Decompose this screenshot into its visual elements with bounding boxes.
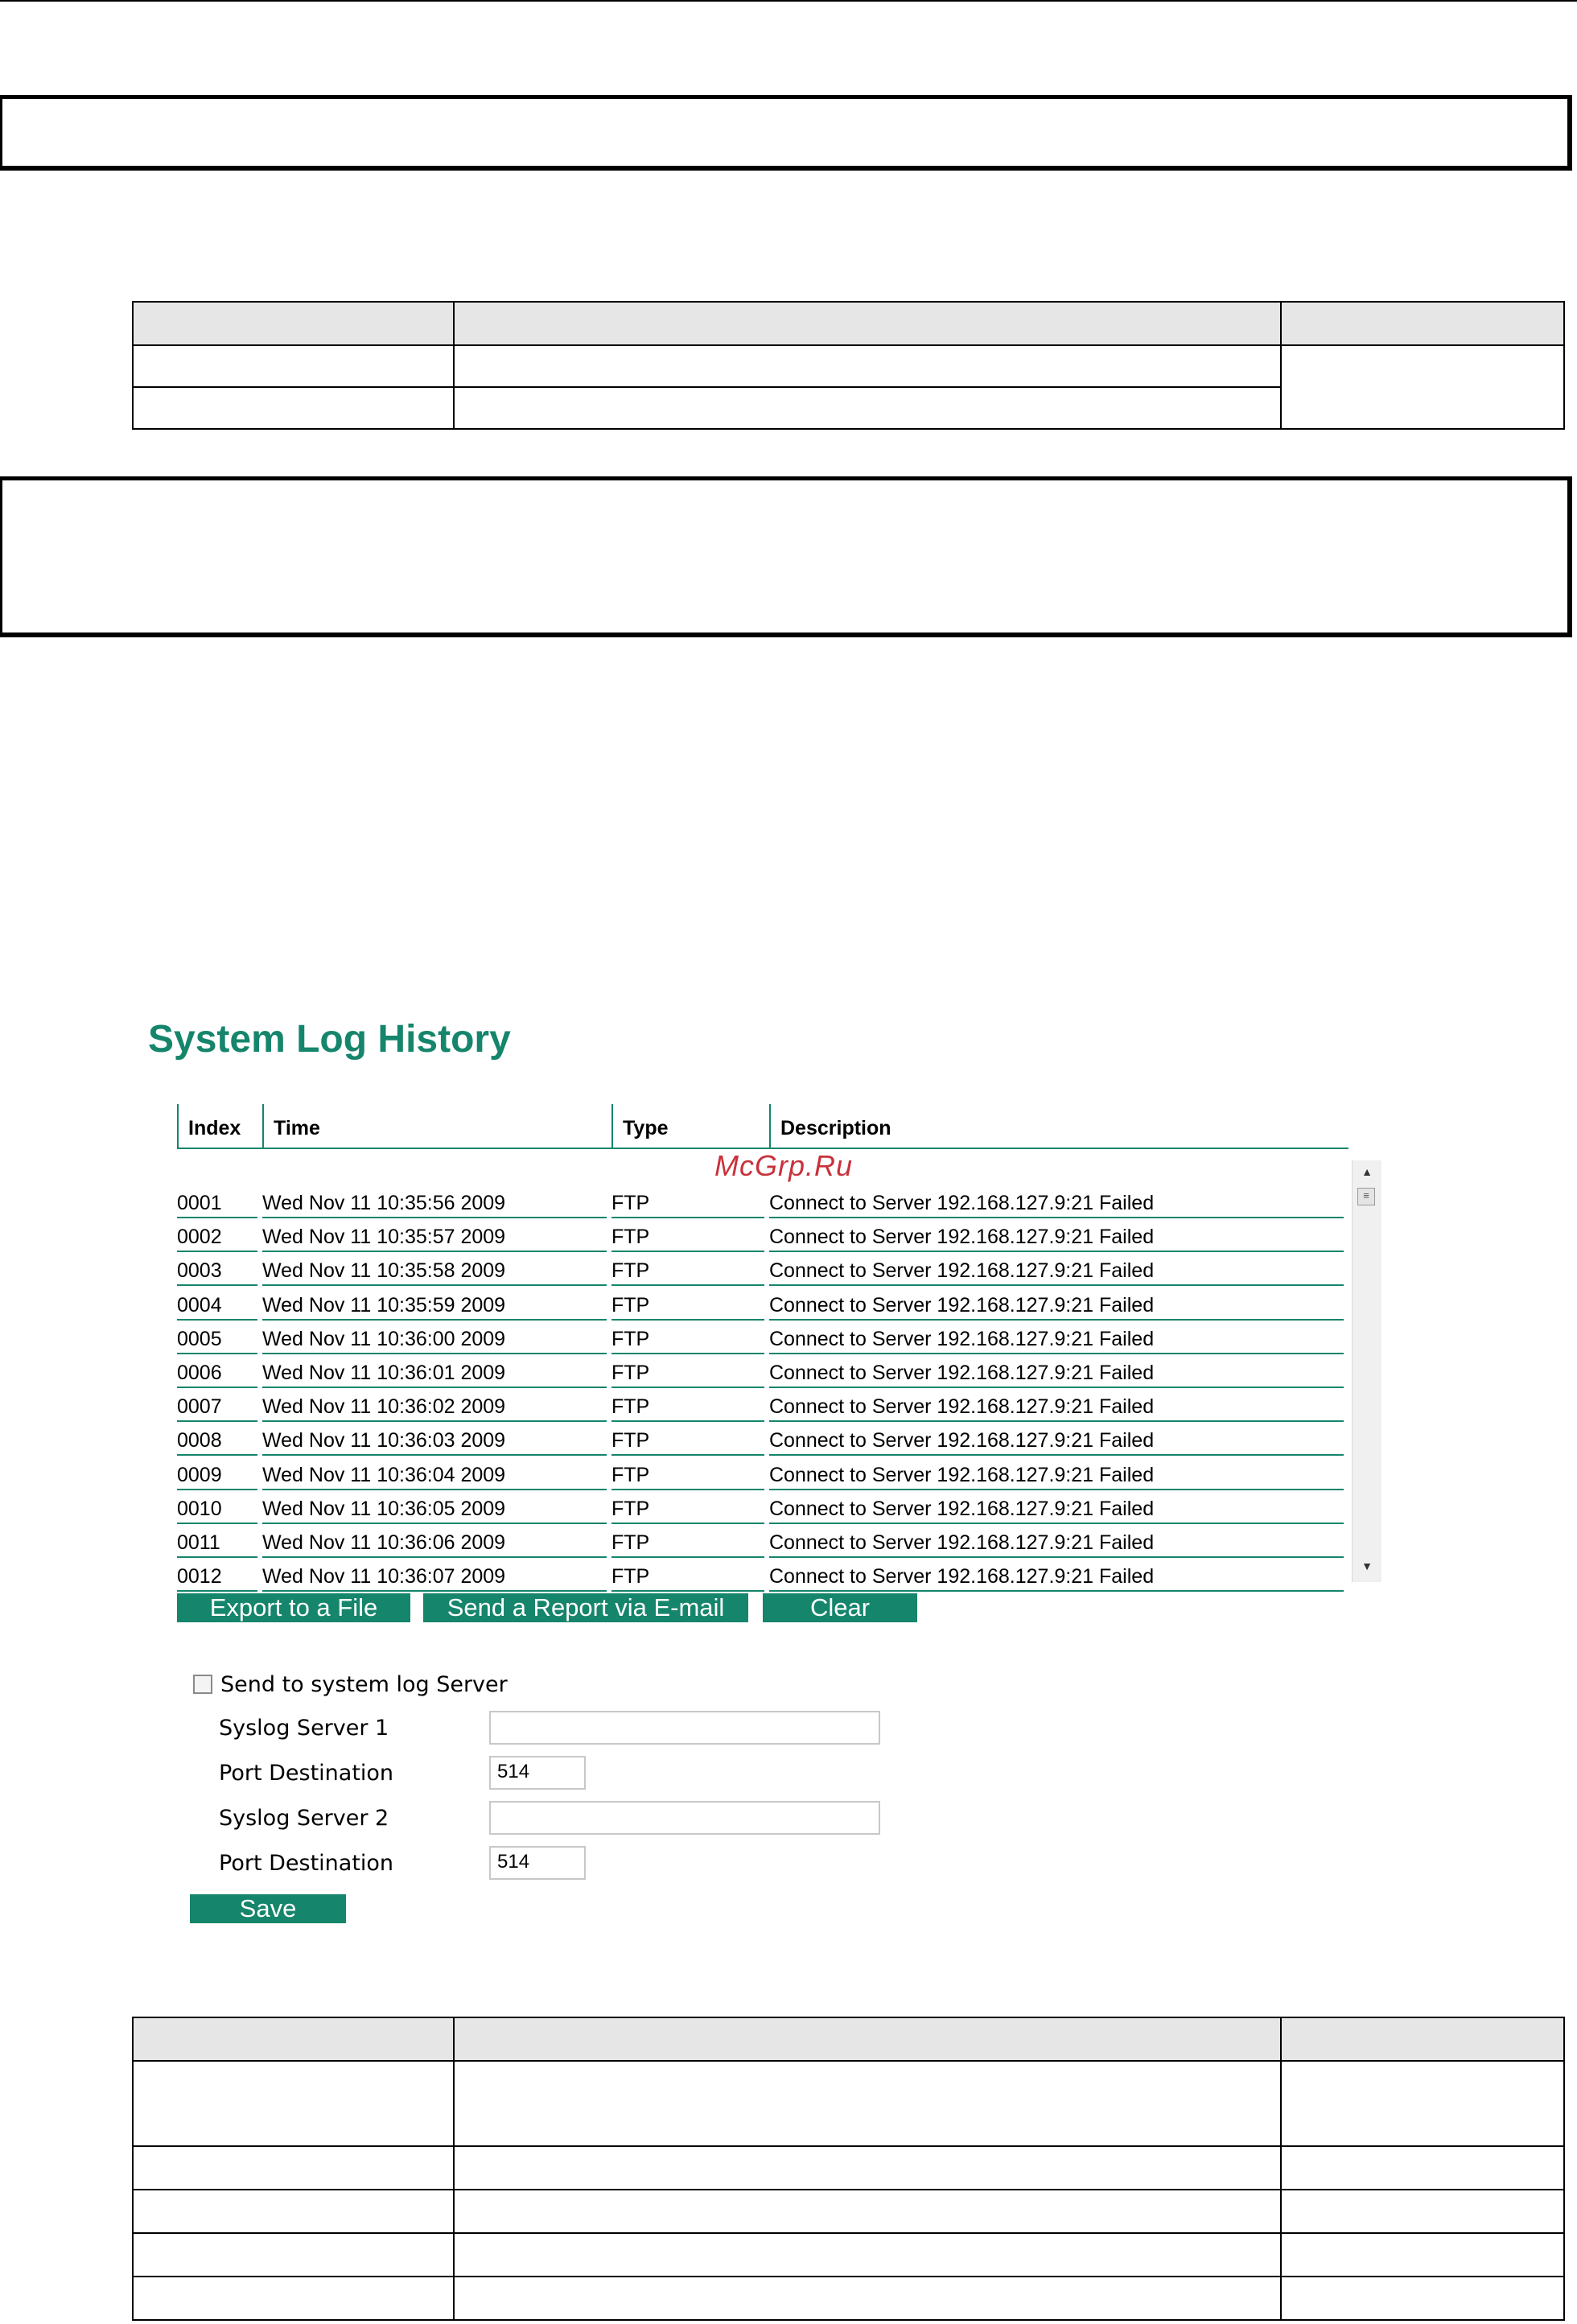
clear-button[interactable]: Clear [763, 1593, 917, 1622]
log-cell-type: FTP [611, 1492, 764, 1524]
syslog-server-2-input[interactable] [489, 1801, 880, 1835]
scroll-up-icon[interactable]: ▲ [1361, 1165, 1373, 1178]
doc-table-bottom-cell [133, 2277, 454, 2320]
note-box-top [0, 95, 1572, 171]
log-cell-index: 0010 [177, 1492, 257, 1524]
doc-table-top-cell [133, 345, 454, 387]
log-cell-description: Connect to Server 192.168.127.9:21 Failed [769, 1390, 1344, 1422]
log-cell-time: Wed Nov 11 10:36:06 2009 [262, 1526, 607, 1558]
port-destination-2-label: Port Destination [219, 1851, 394, 1876]
column-header-type: Type [611, 1104, 769, 1149]
log-cell-index: 0012 [177, 1560, 257, 1592]
doc-table-bottom-cell [133, 2233, 454, 2277]
log-cell-type: FTP [611, 1186, 764, 1218]
log-row[interactable] [177, 1220, 1348, 1254]
log-cell-index: 0008 [177, 1424, 257, 1456]
log-row[interactable] [177, 1254, 1348, 1288]
syslog-server-1-input[interactable] [489, 1711, 880, 1745]
watermark: McGrp.Ru [714, 1149, 854, 1182]
log-cell-description: Connect to Server 192.168.127.9:21 Failed [769, 1254, 1344, 1286]
log-cell-index: 0009 [177, 1458, 257, 1490]
log-cell-index: 0005 [177, 1322, 257, 1354]
log-scrollbar[interactable] [1352, 1160, 1381, 1582]
log-cell-time: Wed Nov 11 10:36:01 2009 [262, 1356, 607, 1388]
log-row[interactable] [177, 1458, 1348, 1492]
column-header-time: Time [262, 1104, 611, 1149]
log-cell-type: FTP [611, 1288, 764, 1321]
export-to-file-button[interactable]: Export to a File [177, 1593, 410, 1622]
log-cell-description: Connect to Server 192.168.127.9:21 Failed [769, 1288, 1344, 1321]
log-cell-type: FTP [611, 1356, 764, 1388]
log-row[interactable] [177, 1424, 1348, 1457]
log-cell-type: FTP [611, 1220, 764, 1252]
log-cell-type: FTP [611, 1424, 764, 1456]
log-cell-description: Connect to Server 192.168.127.9:21 Failed [769, 1458, 1344, 1490]
send-to-syslog-label: Send to system log Server [220, 1672, 508, 1697]
log-row[interactable] [177, 1322, 1348, 1356]
log-cell-type: FTP [611, 1390, 764, 1422]
log-cell-description: Connect to Server 192.168.127.9:21 Failed [769, 1356, 1344, 1388]
log-cell-type: FTP [611, 1560, 764, 1592]
doc-table-bottom-cell [454, 2061, 1281, 2146]
doc-table-bottom-cell [1281, 2146, 1564, 2190]
log-cell-type: FTP [611, 1322, 764, 1354]
doc-table-bottom-header-cell [454, 2017, 1281, 2061]
scroll-down-icon[interactable]: ▼ [1361, 1560, 1373, 1572]
save-button[interactable]: Save [190, 1894, 346, 1923]
log-cell-type: FTP [611, 1458, 764, 1490]
log-row[interactable] [177, 1526, 1348, 1560]
doc-table-top-header-cell [1281, 302, 1564, 345]
doc-table-top-cell [1281, 345, 1564, 429]
log-cell-description: Connect to Server 192.168.127.9:21 Failed [769, 1526, 1344, 1558]
log-cell-type: FTP [611, 1526, 764, 1558]
note-box-middle [0, 476, 1572, 637]
doc-table-top-cell [454, 345, 1281, 387]
log-cell-time: Wed Nov 11 10:36:05 2009 [262, 1492, 607, 1524]
page-title: System Log History [148, 1018, 511, 1061]
log-cell-time: Wed Nov 11 10:35:59 2009 [262, 1288, 607, 1321]
log-cell-time: Wed Nov 11 10:36:02 2009 [262, 1390, 607, 1422]
log-cell-description: Connect to Server 192.168.127.9:21 Failed [769, 1186, 1344, 1218]
port-destination-1-label: Port Destination [219, 1761, 394, 1786]
log-cell-index: 0006 [177, 1356, 257, 1388]
doc-table-bottom-header-cell [1281, 2017, 1564, 2061]
doc-table-bottom-cell [1281, 2233, 1564, 2277]
log-cell-description: Connect to Server 192.168.127.9:21 Failed [769, 1322, 1344, 1354]
log-cell-index: 0011 [177, 1526, 257, 1558]
doc-table-top-header-cell [454, 302, 1281, 345]
log-cell-index: 0007 [177, 1390, 257, 1422]
syslog-server-1-label: Syslog Server 1 [219, 1716, 389, 1741]
column-header-description: Description [769, 1104, 1348, 1149]
log-row[interactable] [177, 1492, 1348, 1526]
doc-table-bottom-cell [133, 2061, 454, 2146]
log-cell-time: Wed Nov 11 10:35:56 2009 [262, 1186, 607, 1218]
log-cell-index: 0004 [177, 1288, 257, 1321]
log-cell-time: Wed Nov 11 10:36:00 2009 [262, 1322, 607, 1354]
doc-table-bottom-cell [1281, 2277, 1564, 2320]
log-cell-index: 0001 [177, 1186, 257, 1218]
log-cell-time: Wed Nov 11 10:35:58 2009 [262, 1254, 607, 1286]
log-cell-description: Connect to Server 192.168.127.9:21 Failed [769, 1492, 1344, 1524]
doc-table-bottom-cell [454, 2233, 1281, 2277]
log-row[interactable] [177, 1390, 1348, 1424]
port-destination-2-input[interactable]: 514 [489, 1846, 586, 1880]
page-top-rule [0, 0, 1577, 2]
log-row[interactable] [177, 1186, 1348, 1220]
log-cell-time: Wed Nov 11 10:36:03 2009 [262, 1424, 607, 1456]
doc-table-bottom [132, 2017, 1565, 2321]
log-cell-type: FTP [611, 1254, 764, 1286]
doc-table-bottom-header-cell [133, 2017, 454, 2061]
log-cell-description: Connect to Server 192.168.127.9:21 Failed [769, 1424, 1344, 1456]
doc-table-bottom-cell [1281, 2190, 1564, 2233]
log-cell-description: Connect to Server 192.168.127.9:21 Failed [769, 1560, 1344, 1592]
log-cell-index: 0002 [177, 1220, 257, 1252]
doc-table-top-cell [454, 387, 1281, 429]
doc-table-bottom-cell [133, 2146, 454, 2190]
doc-table-bottom-cell [1281, 2061, 1564, 2146]
log-row[interactable] [177, 1560, 1348, 1593]
log-cell-description: Connect to Server 192.168.127.9:21 Failed [769, 1220, 1344, 1252]
syslog-server-2-label: Syslog Server 2 [219, 1806, 389, 1831]
log-cell-index: 0003 [177, 1254, 257, 1286]
send-report-email-button[interactable]: Send a Report via E-mail [423, 1593, 748, 1622]
doc-table-bottom-cell [133, 2190, 454, 2233]
doc-table-top-cell [133, 387, 454, 429]
log-cell-time: Wed Nov 11 10:36:04 2009 [262, 1458, 607, 1490]
log-row[interactable] [177, 1288, 1348, 1322]
doc-table-bottom-cell [454, 2277, 1281, 2320]
log-row[interactable] [177, 1356, 1348, 1390]
log-cell-time: Wed Nov 11 10:35:57 2009 [262, 1220, 607, 1252]
doc-table-top [132, 301, 1565, 430]
port-destination-1-input[interactable]: 514 [489, 1756, 586, 1790]
scroll-thumb[interactable]: ≡ [1357, 1188, 1375, 1205]
doc-table-top-header-cell [133, 302, 454, 345]
column-header-index: Index [177, 1104, 262, 1149]
log-cell-time: Wed Nov 11 10:36:07 2009 [262, 1560, 607, 1592]
doc-table-bottom-cell [454, 2190, 1281, 2233]
doc-table-bottom-cell [454, 2146, 1281, 2190]
send-to-syslog-checkbox[interactable] [193, 1675, 212, 1694]
